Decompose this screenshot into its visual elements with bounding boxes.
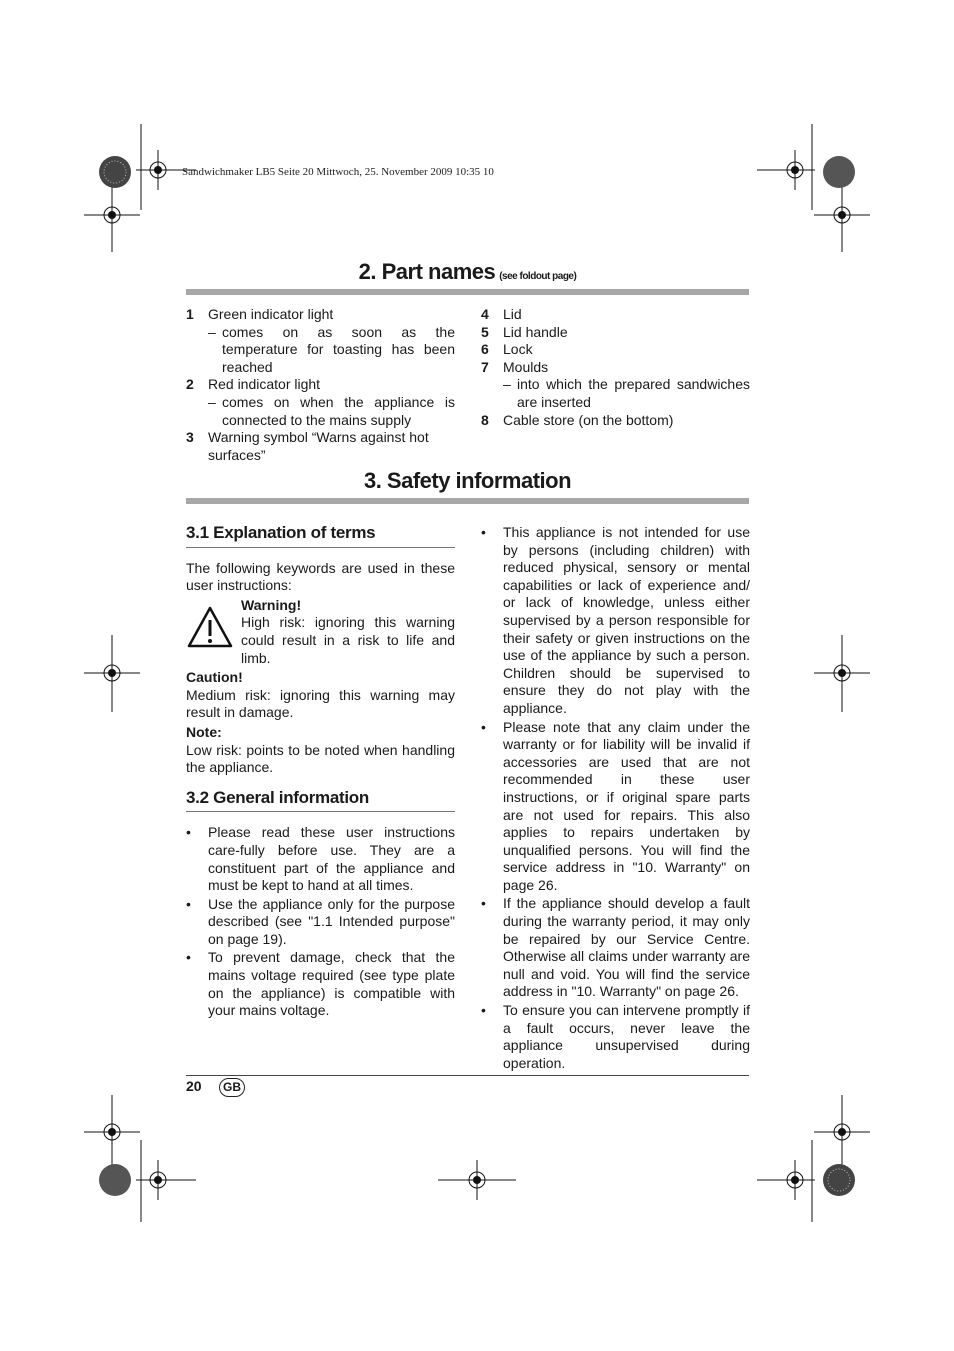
slug-line: Sandwichmaker LB5 Seite 20 Mittwoch, 25. November 2009 10:35 10 [182, 166, 494, 178]
note-label: Note: [186, 723, 222, 740]
list-item: • If the appliance should develop a fault during the warranty period, it may only be repaired by our Service Centre. Otherwise all claims under warranty are null and void. You will find the service address in "10. Warranty" on page 26. [481, 895, 750, 1000]
list-item: 3 Warning symbol “Warns against hot surfaces” [186, 429, 429, 463]
part-names-note: (see foldout page) [499, 271, 577, 282]
caution-label: Caution! [186, 669, 243, 686]
warning-triangle-icon [186, 597, 241, 667]
list-item: 4 Lid [481, 306, 522, 322]
list-item: • Please read these user instructions care-fully before use. They are a constituent part of the appliance and must be kept to hand at all times. [186, 824, 455, 894]
list-item: 5 Lid handle [481, 323, 568, 340]
list-item: • To prevent damage, check that the mains voltage required (see type plate on the appliance) is compatible with your mains voltage. [186, 949, 455, 1019]
section-rule [186, 498, 749, 504]
warning-text: High risk: ignoring this warning could result in a risk to life and limb. [241, 614, 455, 666]
list-item: 2 Red indicator light [186, 376, 321, 393]
safety-heading [186, 468, 749, 494]
caution-text: Medium risk: ignoring this warning may result in damage. [186, 686, 455, 721]
safety-right-column [481, 524, 750, 1073]
language-badge: GB [219, 1078, 245, 1097]
part-names-right-list [481, 306, 750, 429]
footer-rule [186, 1075, 749, 1076]
explanation-intro: The following keywords are used in these user instructions: [186, 559, 455, 594]
safety-title: 3. Safety information [363, 468, 572, 493]
section-rule [186, 289, 749, 295]
list-subitem: – comes on as soon as the temperature for toasting has been reached [208, 323, 455, 375]
list-subitem: – into which the prepared sandwiches are inserted [503, 376, 750, 410]
list-item: 7 Moulds [481, 358, 549, 375]
warning-label: Warning! [241, 596, 302, 613]
page-number: 20 [186, 1078, 202, 1094]
part-names-title: 2. Part names [358, 259, 496, 284]
list-item: • Use the appliance only for the purpose described (see "1.1 Intended purpose" on page 19). [186, 895, 455, 947]
list-item: • Please note that any claim under the warranty or for liability will be invalid if accessories are used that are not recommended in these user instructions, or if original spare parts are not used for repairs. This also applies to repairs undertaken by unqualified persons. You will find the service address in "10. Warranty" on page 26. [481, 718, 750, 893]
list-subitem: – comes on when the appliance is connected to the mains supply [208, 393, 455, 428]
general-heading: 3.2 General information [186, 789, 455, 813]
part-names-left-list [186, 306, 455, 464]
list-item: 6 Lock [481, 341, 533, 358]
note-text: Low risk: points to be noted when handling the appliance. [186, 741, 455, 776]
warning-block [186, 597, 455, 667]
part-names-heading [186, 259, 749, 285]
list-item: 8 Cable store (on the bottom) [481, 411, 674, 428]
list-item: • This appliance is not intended for use by persons (including children) with reduced physical, sensory or mental capabilities or lack of experience and/ or lack of knowledge, unless either supervised by a person responsible for their safety or given instructions on the use of the appliance by such a person. Children should be supervised to ensure they do not play with the appliance. [481, 524, 750, 716]
explanation-heading: 3.1 Explanation of terms [186, 524, 455, 548]
safety-left-column [186, 524, 455, 1021]
list-item: • To ensure you can intervene promptly if a fault occurs, never leave the appliance unsupervised during operation. [481, 1002, 750, 1071]
list-item: 1 Green indicator light [186, 306, 334, 322]
